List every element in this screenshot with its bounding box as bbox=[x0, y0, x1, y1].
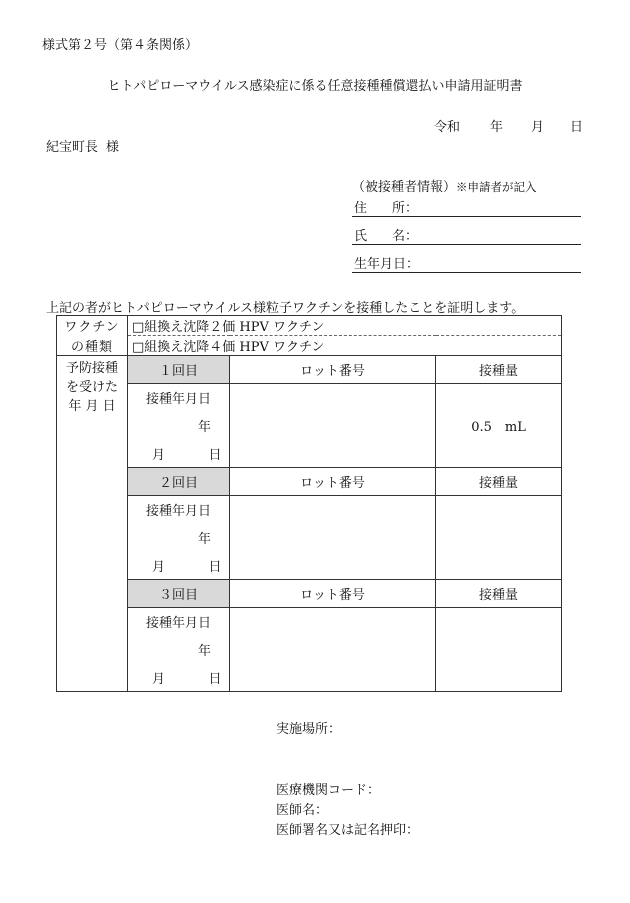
vaccination-date-label bbox=[57, 356, 128, 692]
date-day-label: 日 bbox=[570, 120, 584, 135]
dose-1-volume-header: 接種量 bbox=[436, 356, 562, 384]
dose-3-volume-input[interactable] bbox=[436, 608, 562, 692]
dose-1-date-label: 接種年月日 bbox=[128, 384, 230, 412]
date-era: 令和 bbox=[434, 120, 461, 135]
dose-2-day: 日 bbox=[208, 560, 222, 575]
certification-text: 上記の者がヒトパピローマウイルス様粒子ワクチンを接種したことを証明します。 bbox=[46, 301, 525, 316]
vaccine-type-label-1: ワクチン bbox=[57, 316, 128, 336]
dose-3-label: ３回目 bbox=[128, 580, 230, 608]
vaccination-date-label-3: 年 月 日 bbox=[68, 399, 116, 414]
dose-2-volume-header: 接種量 bbox=[436, 468, 562, 496]
dose-3-month-day[interactable] bbox=[128, 664, 230, 692]
addressee bbox=[46, 136, 119, 155]
dose-2-date-label: 接種年月日 bbox=[128, 496, 230, 524]
recipient-info-heading bbox=[352, 176, 537, 195]
dose-3-volume-header: 接種量 bbox=[436, 580, 562, 608]
dose-1-volume: 0.5 mL bbox=[436, 384, 562, 468]
birthdate-label: 生年月日： bbox=[354, 257, 420, 272]
date-year-label: 年 bbox=[490, 120, 504, 135]
vaccine-option-bivalent[interactable]: □組換え沈降２価 HPV ワクチン bbox=[128, 316, 562, 336]
dose-2-lot-input[interactable] bbox=[230, 496, 436, 580]
dose-2-volume-input[interactable] bbox=[436, 496, 562, 580]
dose-1-month-day[interactable] bbox=[128, 440, 230, 468]
dose-1-year[interactable]: 年 bbox=[128, 411, 230, 440]
dose-3-lot-input[interactable] bbox=[230, 608, 436, 692]
date-month-label: 月 bbox=[531, 120, 545, 135]
addressee-name: 紀宝町長 bbox=[46, 140, 99, 155]
dose-3-lot-header: ロット番号 bbox=[230, 580, 436, 608]
document-title: ヒトパピローマウイルス感染症に係る任意接種種償還払い申請用証明書 bbox=[107, 79, 523, 94]
vaccination-date-label-1: 予防接種 bbox=[65, 361, 118, 376]
dose-1-month: 月 bbox=[151, 448, 165, 463]
recipient-info-note: ※申請者が記入 bbox=[456, 180, 537, 194]
vaccination-date-label-2: を受けた bbox=[65, 380, 118, 395]
vaccine-type-label-2: の種類 bbox=[57, 336, 128, 356]
dose-2-label: ２回目 bbox=[128, 468, 230, 496]
vaccination-table bbox=[56, 315, 562, 692]
name-label: 氏 bbox=[354, 229, 368, 244]
addressee-honorific: 様 bbox=[106, 140, 120, 155]
birthdate-field[interactable] bbox=[352, 252, 581, 273]
dose-2-lot-header: ロット番号 bbox=[230, 468, 436, 496]
dose-1-lot-header: ロット番号 bbox=[230, 356, 436, 384]
address-label: 住 bbox=[354, 201, 368, 216]
dose-2-month-day[interactable] bbox=[128, 552, 230, 580]
doctor-name-label: 医師名： bbox=[276, 803, 329, 818]
dose-3-month: 月 bbox=[151, 672, 165, 687]
dose-1-lot-input[interactable] bbox=[230, 384, 436, 468]
dose-3-day: 日 bbox=[208, 672, 222, 687]
name-label-suffix: 名： bbox=[392, 229, 419, 244]
dose-1-label: １回目 bbox=[128, 356, 230, 384]
recipient-info-title: （被接種者情報） bbox=[352, 180, 457, 195]
dose-3-date-label: 接種年月日 bbox=[128, 608, 230, 636]
vaccine-option-quadrivalent[interactable]: □組換え沈降４価 HPV ワクチン bbox=[128, 336, 562, 356]
dose-2-month: 月 bbox=[151, 560, 165, 575]
institution-code-label: 医療機関コード： bbox=[276, 783, 381, 798]
address-field[interactable] bbox=[352, 196, 581, 217]
doctor-signature-label: 医師署名又は記名押印： bbox=[276, 823, 420, 838]
name-field[interactable] bbox=[352, 224, 581, 245]
dose-2-year[interactable]: 年 bbox=[128, 523, 230, 552]
address-label-suffix: 所： bbox=[392, 201, 419, 216]
form-number: 様式第２号（第４条関係） bbox=[42, 38, 199, 53]
dose-1-day: 日 bbox=[208, 448, 222, 463]
venue-label: 実施場所： bbox=[276, 722, 342, 737]
dose-3-year[interactable]: 年 bbox=[128, 635, 230, 664]
